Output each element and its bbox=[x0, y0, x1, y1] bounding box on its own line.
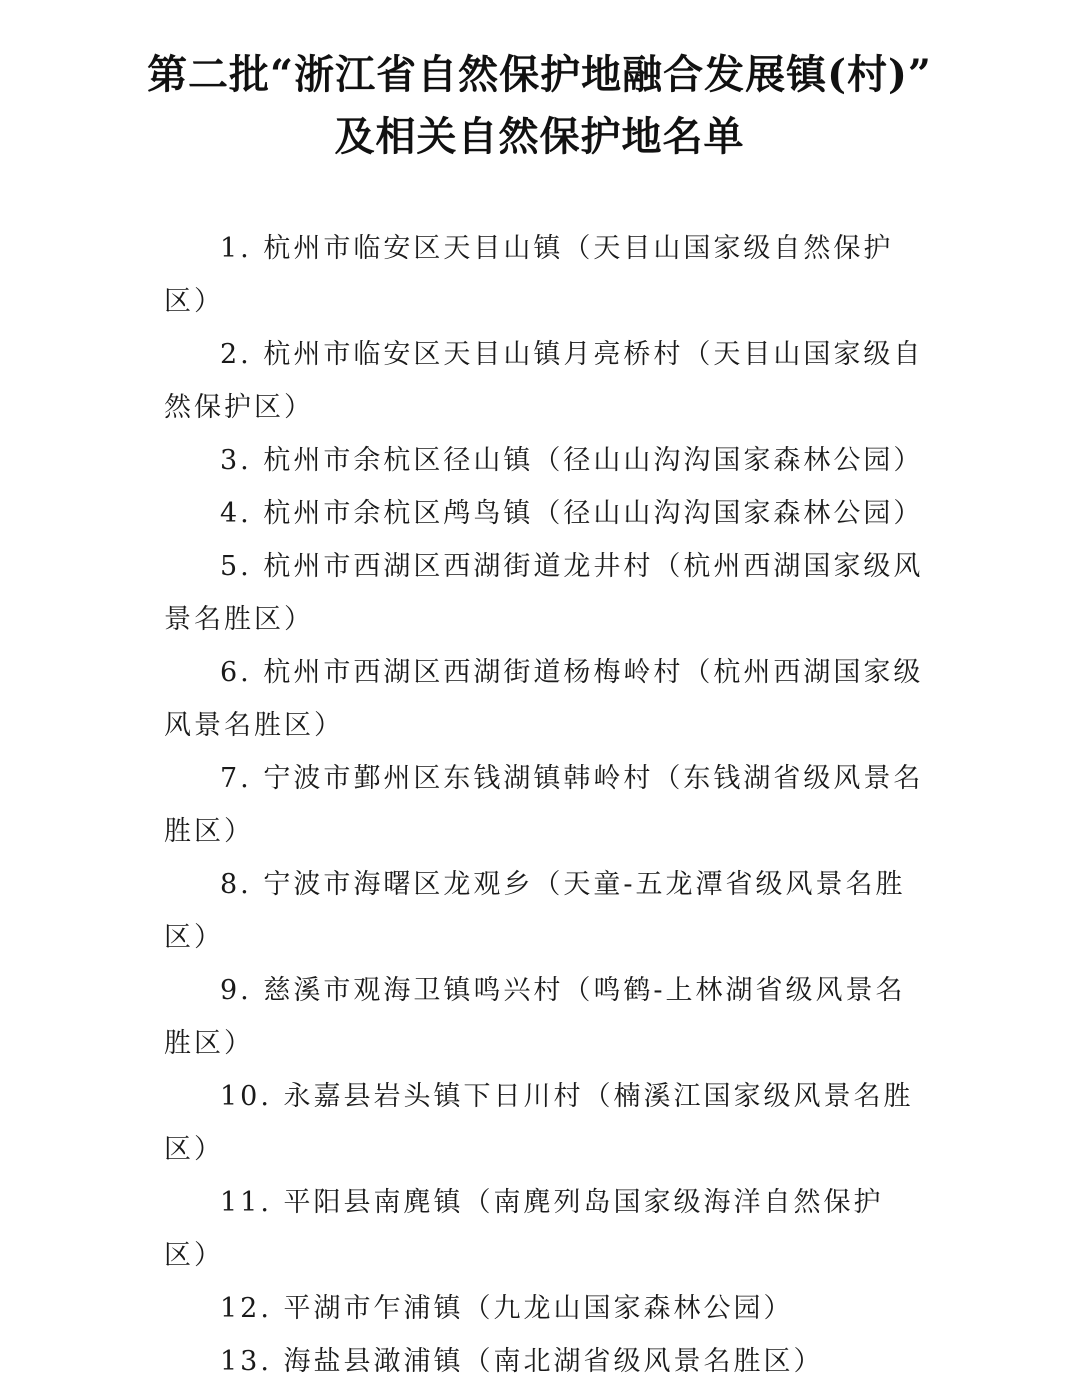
list-item: 2. 杭州市临安区天目山镇月亮桥村（天目山国家级自然保护区） bbox=[164, 339, 924, 423]
list-item: 9. 慈溪市观海卫镇鸣兴村（鸣鹤-上林湖省级风景名胜区） bbox=[164, 975, 906, 1059]
list-item: 6. 杭州市西湖区西湖街道杨梅岭村（杭州西湖国家级风景名胜区） bbox=[164, 657, 924, 741]
list-item: 12. 平湖市乍浦镇（九龙山国家森林公园） bbox=[220, 1293, 794, 1324]
list-item: 7. 宁波市鄞州区东钱湖镇韩岭村（东钱湖省级风景名胜区） bbox=[164, 763, 924, 847]
document-title-line-1: 第二批“浙江省自然保护地融合发展镇(村)” bbox=[147, 51, 932, 98]
protected-area-list bbox=[164, 222, 924, 1388]
list-item: 4. 杭州市余杭区鸬鸟镇（径山山沟沟国家森林公园） bbox=[220, 498, 924, 529]
list-item: 8. 宁波市海曙区龙观乡（天童-五龙潭省级风景名胜区） bbox=[164, 869, 906, 953]
list-item: 1. 杭州市临安区天目山镇（天目山国家级自然保护区） bbox=[164, 233, 894, 317]
list-item: 10. 永嘉县岩头镇下日川村（楠溪江国家级风景名胜区） bbox=[164, 1081, 914, 1165]
list-item: 3. 杭州市余杭区径山镇（径山山沟沟国家森林公园） bbox=[220, 445, 924, 476]
document-title-line-2: 及相关自然保护地名单 bbox=[334, 113, 745, 160]
list-item: 13. 海盐县澉浦镇（南北湖省级风景名胜区） bbox=[220, 1346, 824, 1377]
list-item: 11. 平阳县南麂镇（南麂列岛国家级海洋自然保护区） bbox=[164, 1187, 884, 1271]
list-item: 5. 杭州市西湖区西湖街道龙井村（杭州西湖国家级风景名胜区） bbox=[164, 551, 924, 635]
